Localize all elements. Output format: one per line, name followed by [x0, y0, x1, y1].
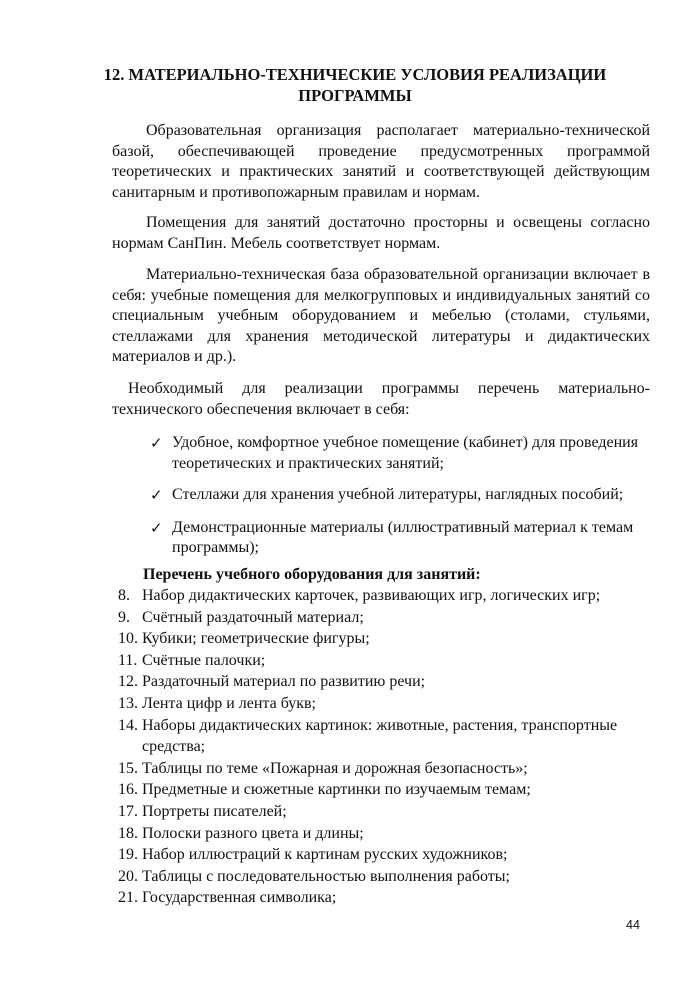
section-title [100, 64, 610, 106]
equipment-item-text: Государственная символика; [142, 889, 337, 907]
equipment-item-number: 18. [118, 824, 138, 842]
paragraph-facilities [112, 121, 650, 203]
check-list [150, 433, 660, 559]
equipment-item-number: 8. [118, 587, 130, 604]
paragraph-text: Необходимый для реализации программы перечень материально-технического обеспечения включает в себя: [112, 380, 650, 418]
check-list-item [150, 485, 660, 506]
equipment-item-number: 11. [118, 651, 138, 669]
checkmark-icon: ✓ [150, 518, 163, 537]
equipment-item [118, 801, 658, 823]
equipment-item-text: Наборы дидактических картинок: животные, растения, транспортные средства; [142, 716, 618, 756]
equipment-item-number: 17. [118, 802, 138, 820]
equipment-item [118, 866, 658, 888]
paragraph-material-base [112, 265, 650, 368]
page-number: 44 [626, 918, 640, 932]
paragraph-requirements [112, 379, 650, 420]
equipment-item-text: Таблицы по теме «Пожарная и дорожная безопасность»; [142, 759, 528, 777]
check-list-item-text: Демонстрационные материалы (иллюстративный материал к темам программы); [172, 518, 634, 556]
checkmark-icon: ✓ [150, 486, 163, 504]
equipment-item-number: 15. [118, 759, 138, 777]
equipment-item-text: Портреты писателей; [142, 802, 287, 820]
equipment-item [118, 607, 658, 629]
equipment-item [118, 693, 658, 715]
check-list-item-text: Стеллажи для хранения учебной литературы, наглядных пособий; [172, 486, 624, 503]
equipment-item-text: Набор дидактических карточек, развивающих игр, логических игр; [142, 587, 601, 604]
equipment-item [118, 823, 658, 845]
checkmark-icon: ✓ [150, 434, 163, 452]
equipment-item-number: 19. [118, 846, 138, 864]
equipment-item-number: 16. [118, 781, 138, 799]
equipment-item-text: Полоски разного цвета и длины; [142, 824, 364, 842]
paragraph-text: Образовательная организация располагает материально-технической базой, обеспечивающей проведение предусмотренных программой теоретических и практических занятий и соответствующей действующим санитарным и противопожарным правилам и нормам. [112, 122, 650, 201]
equipment-item-text: Счётный раздаточный материал; [142, 608, 364, 626]
equipment-item-number: 12. [118, 673, 138, 691]
equipment-item-number: 21. [118, 889, 138, 907]
equipment-item-text: Предметные и сюжетные картинки по изучаемым темам; [142, 781, 531, 799]
equipment-item [118, 887, 658, 909]
check-list-item-text: Удобное, комфортное учебное помещение (кабинет) для проведения теоретических и практических занятий; [172, 434, 639, 472]
equipment-item-text: Кубики; геометрические фигуры; [142, 630, 370, 648]
equipment-item [118, 715, 658, 758]
equipment-item-number: 10. [118, 630, 138, 648]
equipment-item-text: Лента цифр и лента букв; [142, 694, 316, 712]
equipment-item [118, 758, 658, 780]
equipment-item [118, 585, 658, 607]
section-title-line-1: 12. МАТЕРИАЛЬНО-ТЕХНИЧЕСКИЕ УСЛОВИЯ РЕАЛИЗАЦИИ [103, 65, 607, 84]
equipment-item-number: 20. [118, 867, 138, 885]
equipment-item [118, 779, 658, 801]
equipment-item-text: Таблицы с последовательностью выполнения работы; [142, 867, 510, 885]
equipment-item-text: Набор иллюстраций к картинам русских художников; [142, 846, 508, 864]
equipment-item-text: Счётные палочки; [142, 651, 266, 669]
check-list-item [150, 433, 660, 474]
equipment-item-text: Раздаточный материал по развитию речи; [142, 673, 426, 691]
equipment-item [118, 671, 658, 693]
equipment-item-number: 13. [118, 694, 138, 712]
section-title-line-2: ПРОГРАММЫ [298, 86, 412, 105]
equipment-list [118, 585, 658, 909]
equipment-item [118, 628, 658, 650]
equipment-item-number: 14. [118, 716, 138, 734]
equipment-item [118, 650, 658, 672]
paragraph-text: Помещения для занятий достаточно просторны и освещены согласно нормам СанПин. Мебель соответствует нормам. [112, 214, 650, 252]
equipment-item [118, 844, 658, 866]
paragraph-text: Материально-техническая база образовательной организации включает в себя: учебные помещения для мелкогрупповых и индивидуальных занятий со специальным учебным оборудованием и мебелью (столами, стульями, стеллажами для хранения методической литературы и дидактических материалов и др.). [112, 266, 650, 365]
paragraph-premises [112, 213, 650, 254]
check-list-item [150, 518, 660, 559]
equipment-heading: Перечень учебного оборудования для занятий: [143, 566, 481, 583]
equipment-item-number: 9. [118, 608, 130, 626]
